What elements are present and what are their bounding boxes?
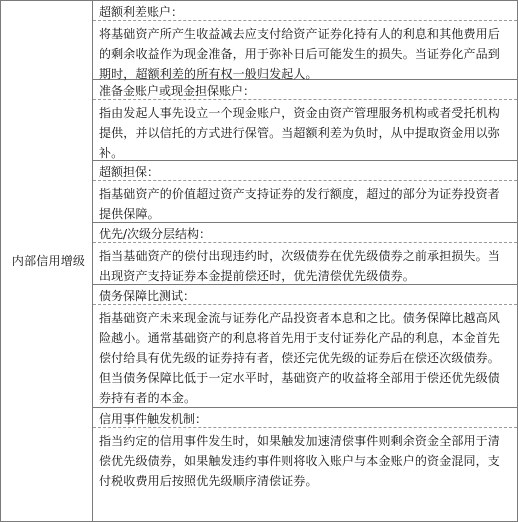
section-body: 将基础资产所产生收益减去应支付给资产证券化持有人的利息和其他费用后的剩余收益作为现金准备，用于弥补日后可能发生的损失。当证券化产品到期时，超额利差的所有权一般归发起人。: [99, 27, 500, 81]
section-title: 信用事件触发机制：: [93, 408, 517, 428]
section-body: 指由发起人事先设立一个现金账户，资金由资产管理服务机构或者受托机构提供，并以信托的方式进行保管。当超额利差为负时，从中提取资金用以弥补。: [99, 106, 500, 160]
section-overcollateralization: [93, 161, 517, 223]
section-title: 准备金账户或现金担保账户：: [93, 80, 517, 100]
section-title: 债务保障比测试：: [93, 285, 517, 305]
section-title: 超额利差账户：: [93, 1, 517, 21]
section-debt-coverage-test: [93, 285, 517, 408]
section-excess-spread-account: [93, 1, 517, 80]
section-body: 指当约定的信用事件发生时，如果触发加速清偿事件则剩余资金全部用于清偿优先级债券，如果触发违约事件则将收入账户与本金账户的资金混同，支付税收费用后按照优先级顺序清偿证券。: [99, 434, 500, 488]
section-reserve-account: [93, 80, 517, 161]
content-column: [93, 1, 517, 521]
section-body: 指基础资产的价值超过资产支持证券的发行额度，超过的部分为证券投资者提供保障。: [99, 187, 500, 221]
section-credit-event-trigger: [93, 408, 517, 521]
section-title: 优先/次级分层结构：: [93, 223, 517, 243]
section-senior-subordinate-structure: [93, 223, 517, 285]
section-body: 指基础资产未来现金流与证券化产品投资者本息和之比。债务保障比越高风险越小。通常基础资产的利息将首先用于支付证券化产品的利息，本金首先偿付给具有优先级的证券持有者，偿还完优先级的证券后在偿还次级债券。但当债务保障比低于一定水平时，基础资产的收益将全部用于偿还优先级债券持有者的本金。: [99, 311, 500, 405]
row-label-cell: [1, 1, 93, 521]
row-label: 内部信用增级: [11, 254, 86, 268]
section-title: 超额担保：: [93, 161, 517, 181]
section-body: 指当基础资产的偿付出现违约时，次级债券在优先级债券之前承担损失。当出现资产支持证券本金提前偿还时，优先清偿优先级债券。: [99, 249, 500, 283]
